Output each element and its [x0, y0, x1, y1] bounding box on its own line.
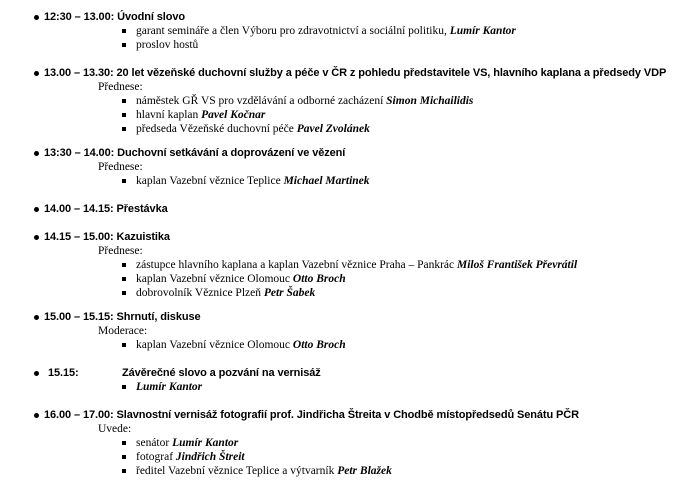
- square-bullet-icon: [122, 127, 126, 131]
- square-bullet-icon: [122, 277, 126, 281]
- square-bullet-icon: [122, 263, 126, 267]
- item-title: Duchovní setkávání a doprovázení ve vězení: [114, 147, 346, 159]
- speaker-line: [136, 450, 245, 464]
- item-time: 15.15:: [48, 367, 79, 379]
- speaker-role: hlavní kaplan: [136, 109, 199, 121]
- square-bullet-icon: [122, 469, 126, 473]
- item-time: 16.00 – 17.00:: [44, 409, 114, 421]
- item-time: 15.00 – 15.15:: [44, 311, 114, 323]
- speaker-name: Michael Martinek: [283, 175, 370, 187]
- speaker-role: garant semináře a člen Výboru pro zdravotnictví a sociální politiku,: [136, 25, 447, 37]
- speaker-name: Otto Broch: [292, 339, 346, 351]
- item-heading: [44, 230, 170, 244]
- item-heading: [44, 10, 185, 24]
- item-title: Slavnostní vernisáž fotografií prof. Jindřicha Štreita v Chodbě místopředsedů Senátu PČR: [113, 409, 579, 421]
- square-bullet-icon: [122, 455, 126, 459]
- item-time: 12:30 – 13.00:: [44, 11, 115, 23]
- item-heading: [48, 366, 79, 380]
- speaker-name: Pavel Kočnar: [201, 109, 266, 121]
- speaker-name: Petr Blažek: [337, 465, 392, 477]
- speaker-name: Lumír Kantor: [172, 437, 239, 449]
- speaker-line: [136, 24, 516, 38]
- item-role: Uvede:: [98, 423, 132, 435]
- speaker-role: kaplan Vazební věznice Olomouc: [136, 339, 291, 351]
- speaker-role: kaplan Vazební věznice Olomouc: [136, 273, 291, 285]
- item-title: Shrnutí, diskuse: [113, 311, 201, 323]
- square-bullet-icon: [122, 179, 126, 183]
- speaker-name: Otto Broch: [292, 273, 346, 285]
- item-heading: [44, 66, 666, 80]
- bullet-icon: [34, 15, 39, 20]
- speaker-role: proslov hostů: [136, 39, 199, 51]
- bullet-icon: [34, 71, 39, 76]
- speaker-role: zástupce hlavního kaplana a kaplan Vazební věznice Praha – Pankrác: [136, 259, 455, 271]
- item-title: Přestávka: [113, 203, 168, 215]
- speaker-name: Simon Michailidis: [386, 95, 474, 107]
- item-heading: [44, 146, 345, 160]
- square-bullet-icon: [122, 385, 126, 389]
- speaker-line: [136, 174, 370, 188]
- speaker-role: fotograf: [136, 451, 174, 463]
- square-bullet-icon: [122, 43, 126, 47]
- square-bullet-icon: [122, 99, 126, 103]
- speaker-line: [136, 108, 265, 122]
- square-bullet-icon: [122, 291, 126, 295]
- speaker-role: kaplan Vazební věznice Teplice: [136, 175, 281, 187]
- speaker-line: [136, 122, 370, 136]
- speaker-line: [136, 286, 315, 300]
- speaker-line: [136, 94, 473, 108]
- speaker-name: Jindřich Štreit: [175, 451, 245, 463]
- bullet-icon: [34, 315, 39, 320]
- item-heading: [44, 202, 168, 216]
- speaker-name: Lumír Kantor: [449, 25, 516, 37]
- item-role: Moderace:: [98, 325, 148, 337]
- item-title: Závěrečné slovo a pozvání na vernisáž: [122, 367, 321, 379]
- speaker-role: senátor: [136, 437, 170, 449]
- speaker-name: Lumír Kantor: [136, 381, 203, 393]
- speaker-role: ředitel Vazební věznice Teplice a výtvarník: [136, 465, 335, 477]
- square-bullet-icon: [122, 113, 126, 117]
- speaker-name: Petr Šabek: [263, 287, 316, 299]
- item-time: 13.00 – 13.30:: [44, 67, 114, 79]
- bullet-icon: [34, 207, 39, 212]
- speaker-line: [136, 38, 198, 52]
- item-title: 20 let vězeňské duchovní služby a péče v ČR z pohledu představitele VS, hlavního kaplana a předsedy VDP: [113, 67, 667, 79]
- bullet-icon: [34, 235, 39, 240]
- speaker-line: [136, 258, 577, 272]
- bullet-icon: [34, 151, 39, 156]
- item-role: Přednese:: [98, 161, 143, 173]
- item-title: Kazuistika: [113, 231, 170, 243]
- speaker-line: [136, 338, 346, 352]
- item-role: Přednese:: [98, 81, 143, 93]
- item-role: Přednese:: [98, 245, 143, 257]
- item-time: 14.00 – 14.15:: [44, 203, 114, 215]
- bullet-icon: [34, 371, 39, 376]
- square-bullet-icon: [122, 441, 126, 445]
- speaker-line: [136, 272, 346, 286]
- item-time: 14.15 – 15.00:: [44, 231, 114, 243]
- bullet-icon: [34, 413, 39, 418]
- speaker-line: [136, 464, 392, 478]
- speaker-line: [136, 436, 238, 450]
- square-bullet-icon: [122, 343, 126, 347]
- speaker-role: dobrovolník Věznice Plzeň: [136, 287, 261, 299]
- item-heading: [44, 310, 201, 324]
- speaker-name: Pavel Zvolánek: [296, 123, 370, 135]
- speaker-name: Miloš František Převrátil: [457, 259, 578, 271]
- speaker-line: [136, 380, 202, 394]
- item-heading: [44, 408, 579, 422]
- speaker-role: předseda Vězeňské duchovní péče: [136, 123, 294, 135]
- speaker-role: náměstek GŘ VS pro vzdělávání a odborné zacházení: [136, 95, 384, 107]
- square-bullet-icon: [122, 29, 126, 33]
- item-time: 13:30 – 14.00:: [44, 147, 115, 159]
- item-title: Úvodní slovo: [114, 11, 185, 23]
